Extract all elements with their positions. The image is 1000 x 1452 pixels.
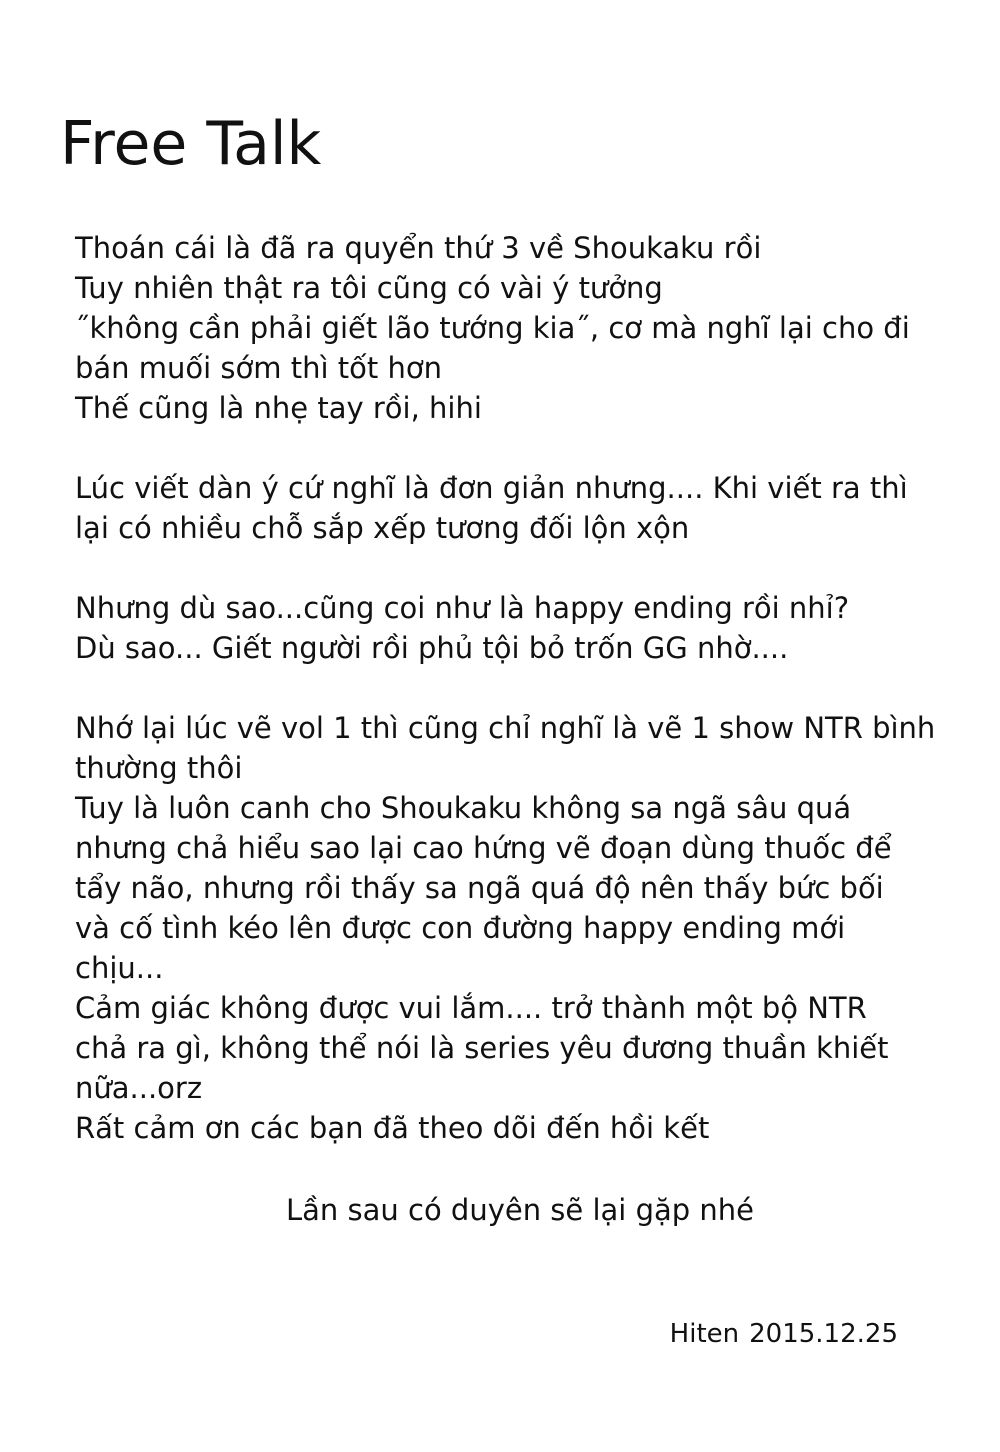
paragraph-1 bbox=[75, 228, 955, 428]
text-line: Tuy nhiên thật ra tôi cũng có vài ý tưởng bbox=[75, 271, 663, 305]
text-line: tẩy não, nhưng rồi thấy sa ngã quá độ nên thấy bức bối bbox=[75, 871, 884, 905]
text-line: Tuy là luôn canh cho Shoukaku không sa ngã sâu quá bbox=[75, 791, 852, 825]
text-line: Nhớ lại lúc vẽ vol 1 thì cũng chỉ nghĩ là vẽ 1 show NTR bình bbox=[75, 711, 936, 745]
text-line: Rất cảm ơn các bạn đã theo dõi đến hồi kết bbox=[75, 1111, 710, 1145]
text-line: Nhưng dù sao...cũng coi như là happy ending rồi nhỉ? bbox=[75, 591, 850, 625]
paragraph-4 bbox=[75, 708, 955, 1148]
closing-line: Lần sau có duyên sẽ lại gặp nhé bbox=[286, 1193, 754, 1227]
text-line: lại có nhiều chỗ sắp xếp tương đối lộn xộn bbox=[75, 511, 690, 545]
text-line: chịu... bbox=[75, 951, 164, 985]
signature-date: 2015.12.25 bbox=[749, 1319, 898, 1349]
text-line: nữa...orz bbox=[75, 1071, 203, 1105]
signature bbox=[670, 1316, 898, 1352]
page-title: Free Talk bbox=[60, 109, 322, 179]
text-line: Lúc viết dàn ý cứ nghĩ là đơn giản nhưng.... Khi viết ra thì bbox=[75, 471, 908, 505]
text-line: thường thôi bbox=[75, 751, 243, 785]
author-name: Hiten bbox=[669, 1319, 740, 1349]
text-line: Dù sao... Giết người rồi phủ tội bỏ trốn GG nhờ.... bbox=[75, 631, 789, 665]
text-line: Thế cũng là nhẹ tay rồi, hihi bbox=[75, 391, 482, 425]
text-line: Thoán cái là đã ra quyển thứ 3 về Shoukaku rồi bbox=[75, 231, 762, 265]
text-line: chả ra gì, không thể nói là series yêu đương thuần khiết bbox=[75, 1031, 889, 1065]
text-line: nhưng chả hiểu sao lại cao hứng vẽ đoạn dùng thuốc để bbox=[75, 831, 892, 865]
paragraph-3 bbox=[75, 588, 955, 668]
text-line: Cảm giác không được vui lắm.... trở thành một bộ NTR bbox=[75, 991, 867, 1025]
paragraph-2 bbox=[75, 468, 955, 548]
text-line: ˝không cần phải giết lão tướng kia˝, cơ mà nghĩ lại cho đi bbox=[75, 311, 910, 345]
body-text bbox=[75, 228, 955, 1148]
text-line: bán muối sớm thì tốt hơn bbox=[75, 351, 442, 385]
text-line: và cố tình kéo lên được con đường happy ending mới bbox=[75, 911, 846, 945]
